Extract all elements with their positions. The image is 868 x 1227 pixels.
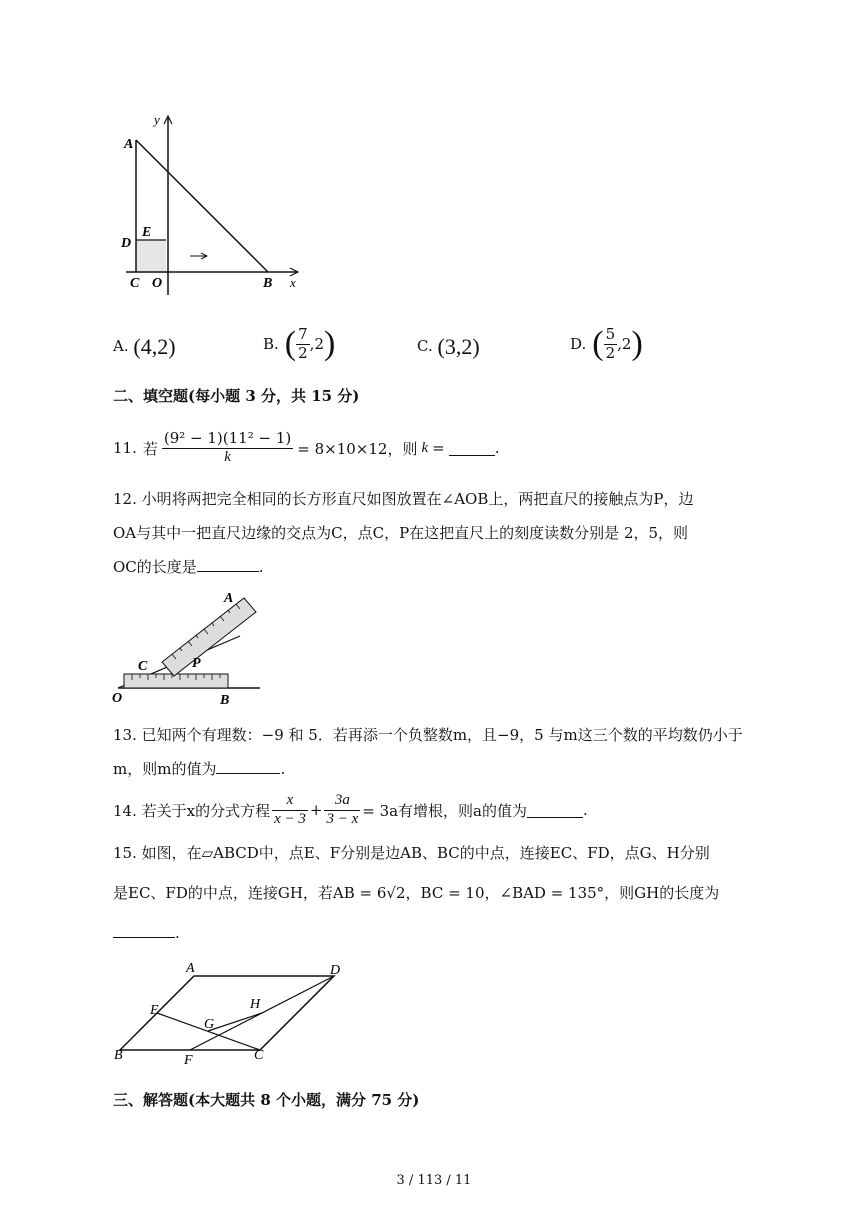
option-a-value: (4,2) (133, 334, 176, 359)
label-e: E (150, 1003, 159, 1018)
label-h: H (250, 997, 261, 1012)
option-c-value: (3,2) (437, 334, 480, 359)
option-b-fraction: $\frac{7}{2}$ (298, 325, 308, 362)
q15-answer-blank[interactable] (113, 923, 175, 938)
option-b: B. ( $\frac{7}{2}$ ,2 ) (263, 325, 336, 362)
q14-answer-blank[interactable] (527, 803, 583, 818)
q12-rulers-figure (112, 588, 272, 708)
label-b: B (114, 1048, 123, 1063)
label-e: E (142, 225, 152, 240)
option-d-left-paren: ( (592, 325, 604, 362)
label-b: B (263, 276, 273, 291)
q14-fraction-1: $\frac{x}{x - 3}$ (274, 792, 306, 827)
label-c: C (130, 276, 140, 291)
option-a: A. (4,2) (113, 334, 176, 359)
q13-answer-blank[interactable] (216, 759, 280, 774)
q11-answer-blank[interactable] (449, 441, 495, 456)
question-15: 15. 如图，在▱ABCD中，点E、F分别是边AB、BC的中点，连接EC、FD，点G、H分别 是EC、FD的中点，连接GH，若AB = 6√2，BC = 10，∠BAD = 135°，则GH的长度为 . (113, 844, 720, 942)
option-d-fraction: $\frac{5}{2}$ (605, 325, 616, 362)
label-y: y (154, 112, 160, 127)
option-b-right-paren: ) (323, 325, 336, 362)
label-o: O (112, 691, 123, 706)
question-12: 12. 小明将两把完全相同的长方形直尺如图放置在∠AOB上，两把直尺的接触点为P，边 OA与其中一把直尺边缘的交点为C，点C，P在这把直尺上的刻度读数分别是 2，5，则 OC的长度是 . (113, 490, 694, 576)
q10-coordinate-figure (112, 110, 312, 300)
label-f: F (184, 1053, 193, 1066)
label-a: A (124, 137, 134, 152)
question-14: 14. 若关于x的分式方程 $\frac{x}{x - 3}$ + $\frac{3a}{3 - x}$ = 3a有增根，则a的值为 . (113, 792, 588, 827)
label-p: P (192, 656, 201, 671)
label-a: A (224, 591, 234, 606)
label-g: G (204, 1017, 215, 1032)
question-13: 13. 已知两个有理数：−9 和 5．若再添一个负整数m，且−9，5 与m这三个数的平均数仍小于 m，则m的值为 . (113, 726, 743, 778)
label-o: O (152, 276, 163, 291)
option-c: C. (3,2) (417, 334, 480, 359)
q12-answer-blank[interactable] (197, 557, 259, 572)
question-11: 11. 若 $\frac{\text{(9² − 1)(11² − 1)}}{k}$ = 8×10×12，则 k = . (113, 429, 500, 465)
q11-fraction: $\frac{\text{(9² − 1)(11² − 1)}}{k}$ (163, 429, 292, 465)
page-footer: 3 / 113 / 11 (396, 1173, 472, 1188)
ruler-slanted (162, 598, 256, 676)
label-a: A (186, 961, 195, 976)
section2-title: 二、填空题(每小题 3 分，共 15 分) (113, 387, 360, 405)
q14-fraction-2: $\frac{3a}{3 - x}$ (326, 792, 359, 827)
label-d: D (330, 963, 341, 978)
label-c: C (254, 1048, 264, 1063)
option-d-right-paren: ) (631, 325, 643, 362)
option-b-left-paren: ( (284, 325, 297, 362)
segment-gh (208, 1013, 262, 1031)
label-b: B (220, 693, 230, 708)
q15-parallelogram-figure (112, 958, 352, 1066)
option-d: D. ( $\frac{5}{2}$ ,2 ) (570, 325, 643, 362)
label-x: x (290, 275, 296, 290)
section3-title: 三、解答题(本大题共 8 个小题，满分 75 分) (113, 1091, 420, 1109)
label-d: D (121, 236, 132, 251)
label-c: C (138, 659, 148, 674)
shaded-rectangle (136, 240, 166, 272)
